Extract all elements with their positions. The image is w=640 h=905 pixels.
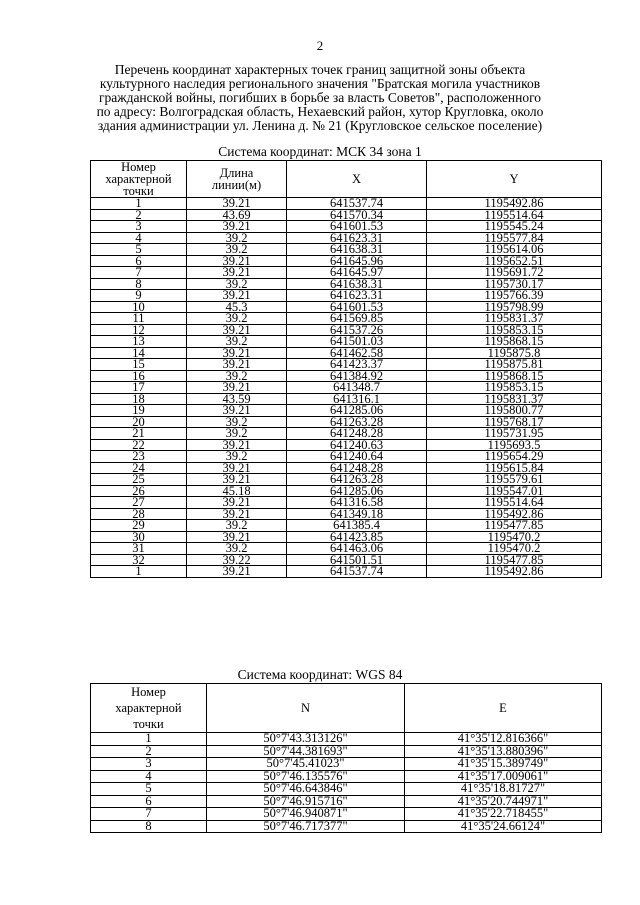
table-cell: 39.2 — [187, 278, 287, 290]
table-cell: 1195470.2 — [427, 543, 602, 555]
table-cell: 6 — [91, 795, 207, 808]
table-header-row — [91, 161, 602, 198]
table-cell: 39.2 — [187, 451, 287, 463]
table-cell: 15 — [91, 359, 187, 371]
table-cell: 1 — [91, 198, 187, 210]
header-n: N — [207, 684, 405, 733]
table-cell: 14 — [91, 347, 187, 359]
table-cell: 641569.85 — [287, 313, 427, 325]
table-cell: 31 — [91, 543, 187, 555]
table-cell: 43.59 — [187, 393, 287, 405]
table-cell: 1195831.37 — [427, 313, 602, 325]
heading-line: культурного наследия регионального значения "Братская могила участников — [99, 76, 541, 91]
table-cell: 641570.34 — [287, 209, 427, 221]
table-cell: 39.21 — [187, 255, 287, 267]
table-cell: 30 — [91, 531, 187, 543]
table-cell: 1195766.39 — [427, 290, 602, 302]
table-cell: 21 — [91, 428, 187, 440]
table-cell: 1195730.17 — [427, 278, 602, 290]
header-line: Номер — [121, 160, 156, 174]
table-row — [91, 820, 602, 833]
table-cell: 39.2 — [187, 543, 287, 555]
table-cell: 39.2 — [187, 428, 287, 440]
table-cell: 18 — [91, 393, 187, 405]
table-cell: 1195514.64 — [427, 497, 602, 509]
table-cell: 39.21 — [187, 382, 287, 394]
table-cell: 641240.64 — [287, 451, 427, 463]
table-cell: 26 — [91, 485, 187, 497]
document-heading — [95, 63, 545, 133]
header-y: Y — [427, 161, 602, 198]
table-cell: 1195798.99 — [427, 301, 602, 313]
table-cell: 641285.06 — [287, 485, 427, 497]
table-cell: 641240.63 — [287, 439, 427, 451]
header-line-length — [187, 161, 287, 198]
table-cell: 641263.28 — [287, 416, 427, 428]
table-cell: 39.21 — [187, 347, 287, 359]
table-cell: 39.21 — [187, 290, 287, 302]
table-cell: 1195868.15 — [427, 336, 602, 348]
table-cell: 641316.1 — [287, 393, 427, 405]
table-cell: 1195853.15 — [427, 324, 602, 336]
msk-table-caption: Система координат: МСК 34 зона 1 — [218, 144, 422, 159]
header-line: точки — [133, 717, 164, 731]
table-cell: 641537.74 — [287, 566, 427, 578]
table-cell: 41°35'13.880396" — [405, 745, 602, 758]
table-cell: 41°35'18.81727" — [405, 783, 602, 796]
table-cell: 7 — [91, 267, 187, 279]
table-cell: 641285.06 — [287, 405, 427, 417]
table-cell: 39.2 — [187, 244, 287, 256]
table-cell: 7 — [91, 808, 207, 821]
table-cell: 39.21 — [187, 405, 287, 417]
table-cell: 12 — [91, 324, 187, 336]
table-cell: 641537.74 — [287, 198, 427, 210]
table-cell: 20 — [91, 416, 187, 428]
table-cell: 1195492.86 — [427, 508, 602, 520]
table-cell: 1 — [91, 566, 187, 578]
table-cell: 24 — [91, 462, 187, 474]
header-line: характерной — [115, 701, 182, 715]
table-cell: 19 — [91, 405, 187, 417]
table-cell: 641316.58 — [287, 497, 427, 509]
table-cell: 39.2 — [187, 232, 287, 244]
table-cell: 641623.31 — [287, 232, 427, 244]
table-cell: 39.21 — [187, 221, 287, 233]
table-cell: 1195477.85 — [427, 554, 602, 566]
table-cell: 50°7'45.41023" — [207, 758, 405, 771]
table-cell: 1195654.29 — [427, 451, 602, 463]
table-cell: 1195768.17 — [427, 416, 602, 428]
table-cell: 39.21 — [187, 508, 287, 520]
heading-line: здания администрации ул. Ленина д. № 21 (Кругловское сельское поселение) — [97, 118, 543, 133]
table-cell: 50°7'46.643846" — [207, 783, 405, 796]
table-cell: 17 — [91, 382, 187, 394]
table-cell: 1195579.61 — [427, 474, 602, 486]
table-cell: 641463.06 — [287, 543, 427, 555]
table-cell: 1195693.5 — [427, 439, 602, 451]
table-cell: 641248.28 — [287, 462, 427, 474]
table-cell: 39.22 — [187, 554, 287, 566]
table-cell: 22 — [91, 439, 187, 451]
table-cell: 39.21 — [187, 267, 287, 279]
table-cell: 10 — [91, 301, 187, 313]
header-line: точки — [123, 184, 154, 198]
table-cell: 641423.37 — [287, 359, 427, 371]
table-cell: 39.21 — [187, 462, 287, 474]
table-cell: 39.21 — [187, 439, 287, 451]
table-cell: 41°35'12.816366" — [405, 733, 602, 746]
table-cell: 50°7'46.717377" — [207, 820, 405, 833]
table-cell: 1195853.15 — [427, 382, 602, 394]
table-cell: 5 — [91, 783, 207, 796]
table-cell: 41°35'22.718455" — [405, 808, 602, 821]
table-cell: 641501.51 — [287, 554, 427, 566]
table-cell: 4 — [91, 232, 187, 244]
table-cell: 641645.97 — [287, 267, 427, 279]
table-cell: 1195470.2 — [427, 531, 602, 543]
msk-coordinates-table — [90, 160, 602, 578]
table-cell: 39.21 — [187, 474, 287, 486]
table-row — [91, 566, 602, 578]
table-cell: 39.21 — [187, 324, 287, 336]
table-cell: 8 — [91, 820, 207, 833]
table-cell: 641385.4 — [287, 520, 427, 532]
table-cell: 3 — [91, 758, 207, 771]
table-cell: 32 — [91, 554, 187, 566]
table-cell: 16 — [91, 370, 187, 382]
table-cell: 5 — [91, 244, 187, 256]
table-cell: 43.69 — [187, 209, 287, 221]
table-cell: 39.21 — [187, 497, 287, 509]
table-cell: 641638.31 — [287, 244, 427, 256]
table-cell: 41°35'15.389749" — [405, 758, 602, 771]
table-cell: 1195492.86 — [427, 198, 602, 210]
table-cell: 641501.03 — [287, 336, 427, 348]
table-cell: 39.21 — [187, 198, 287, 210]
table-cell: 11 — [91, 313, 187, 325]
table-cell: 2 — [91, 209, 187, 221]
table-cell: 641462.58 — [287, 347, 427, 359]
table-cell: 1195691.72 — [427, 267, 602, 279]
header-point-number — [91, 684, 207, 733]
table-cell: 9 — [91, 290, 187, 302]
table-cell: 641348.7 — [287, 382, 427, 394]
table-cell: 641601.53 — [287, 301, 427, 313]
header-line: Длина — [219, 166, 254, 180]
table-cell: 50°7'46.135576" — [207, 770, 405, 783]
table-cell: 39.2 — [187, 370, 287, 382]
table-cell: 6 — [91, 255, 187, 267]
table-cell: 641263.28 — [287, 474, 427, 486]
table-cell: 641423.85 — [287, 531, 427, 543]
table-cell: 50°7'44.381693" — [207, 745, 405, 758]
table-cell: 23 — [91, 451, 187, 463]
table-cell: 1195868.15 — [427, 370, 602, 382]
header-line: Номер — [131, 685, 166, 699]
table-cell: 39.2 — [187, 520, 287, 532]
table-cell: 13 — [91, 336, 187, 348]
table-cell: 45.18 — [187, 485, 287, 497]
table-cell: 641349.18 — [287, 508, 427, 520]
table-cell: 1195875.81 — [427, 359, 602, 371]
table-cell: 1195614.06 — [427, 244, 602, 256]
table-header-row — [91, 684, 602, 733]
table-cell: 27 — [91, 497, 187, 509]
header-x: X — [287, 161, 427, 198]
table-cell: 641638.31 — [287, 278, 427, 290]
table-cell: 641645.96 — [287, 255, 427, 267]
table-cell: 41°35'24.66124" — [405, 820, 602, 833]
table-cell: 4 — [91, 770, 207, 783]
header-e: E — [405, 684, 602, 733]
table-cell: 39.2 — [187, 336, 287, 348]
table-cell: 50°7'43.313126" — [207, 733, 405, 746]
header-line: характерной — [105, 172, 172, 186]
page-number: 2 — [316, 38, 324, 53]
table-cell: 641623.31 — [287, 290, 427, 302]
table-cell: 2 — [91, 745, 207, 758]
table-cell: 641248.28 — [287, 428, 427, 440]
wgs-table-caption: Система координат: WGS 84 — [237, 667, 403, 682]
table-cell: 1195492.86 — [427, 566, 602, 578]
table-cell: 1195477.85 — [427, 520, 602, 532]
table-cell: 1195875.8 — [427, 347, 602, 359]
table-cell: 1195652.51 — [427, 255, 602, 267]
table-cell: 1195577.84 — [427, 232, 602, 244]
table-cell: 28 — [91, 508, 187, 520]
table-cell: 39.21 — [187, 359, 287, 371]
table-cell: 39.2 — [187, 416, 287, 428]
table-cell: 50°7'46.915716" — [207, 795, 405, 808]
table-cell: 1195731.95 — [427, 428, 602, 440]
table-cell: 45.3 — [187, 301, 287, 313]
table-cell: 50°7'46.940871" — [207, 808, 405, 821]
header-point-number — [91, 161, 187, 198]
table-cell: 25 — [91, 474, 187, 486]
wgs-coordinates-table — [90, 683, 602, 833]
table-cell: 39.2 — [187, 313, 287, 325]
table-cell: 3 — [91, 221, 187, 233]
table-cell: 1195800.77 — [427, 405, 602, 417]
table-cell: 1 — [91, 733, 207, 746]
table-cell: 1195615.84 — [427, 462, 602, 474]
header-line: линии(м) — [211, 178, 262, 192]
table-cell: 1195514.64 — [427, 209, 602, 221]
heading-line: гражданской войны, погибших в борьбе за власть Советов", расположенного — [98, 90, 542, 105]
heading-line: Перечень координат характерных точек границ защитной зоны объекта — [114, 62, 526, 77]
table-cell: 41°35'17.009061" — [405, 770, 602, 783]
table-cell: 8 — [91, 278, 187, 290]
table-cell: 641537.26 — [287, 324, 427, 336]
table-cell: 29 — [91, 520, 187, 532]
table-cell: 1195831.37 — [427, 393, 602, 405]
heading-line: по адресу: Волгоградская область, Нехаевский район, хутор Кругловка, около — [96, 104, 544, 119]
table-cell: 39.21 — [187, 566, 287, 578]
table-cell: 1195545.24 — [427, 221, 602, 233]
table-cell: 1195547.01 — [427, 485, 602, 497]
table-cell: 641601.53 — [287, 221, 427, 233]
table-cell: 641384.92 — [287, 370, 427, 382]
table-cell: 39.21 — [187, 531, 287, 543]
table-cell: 41°35'20.744971" — [405, 795, 602, 808]
